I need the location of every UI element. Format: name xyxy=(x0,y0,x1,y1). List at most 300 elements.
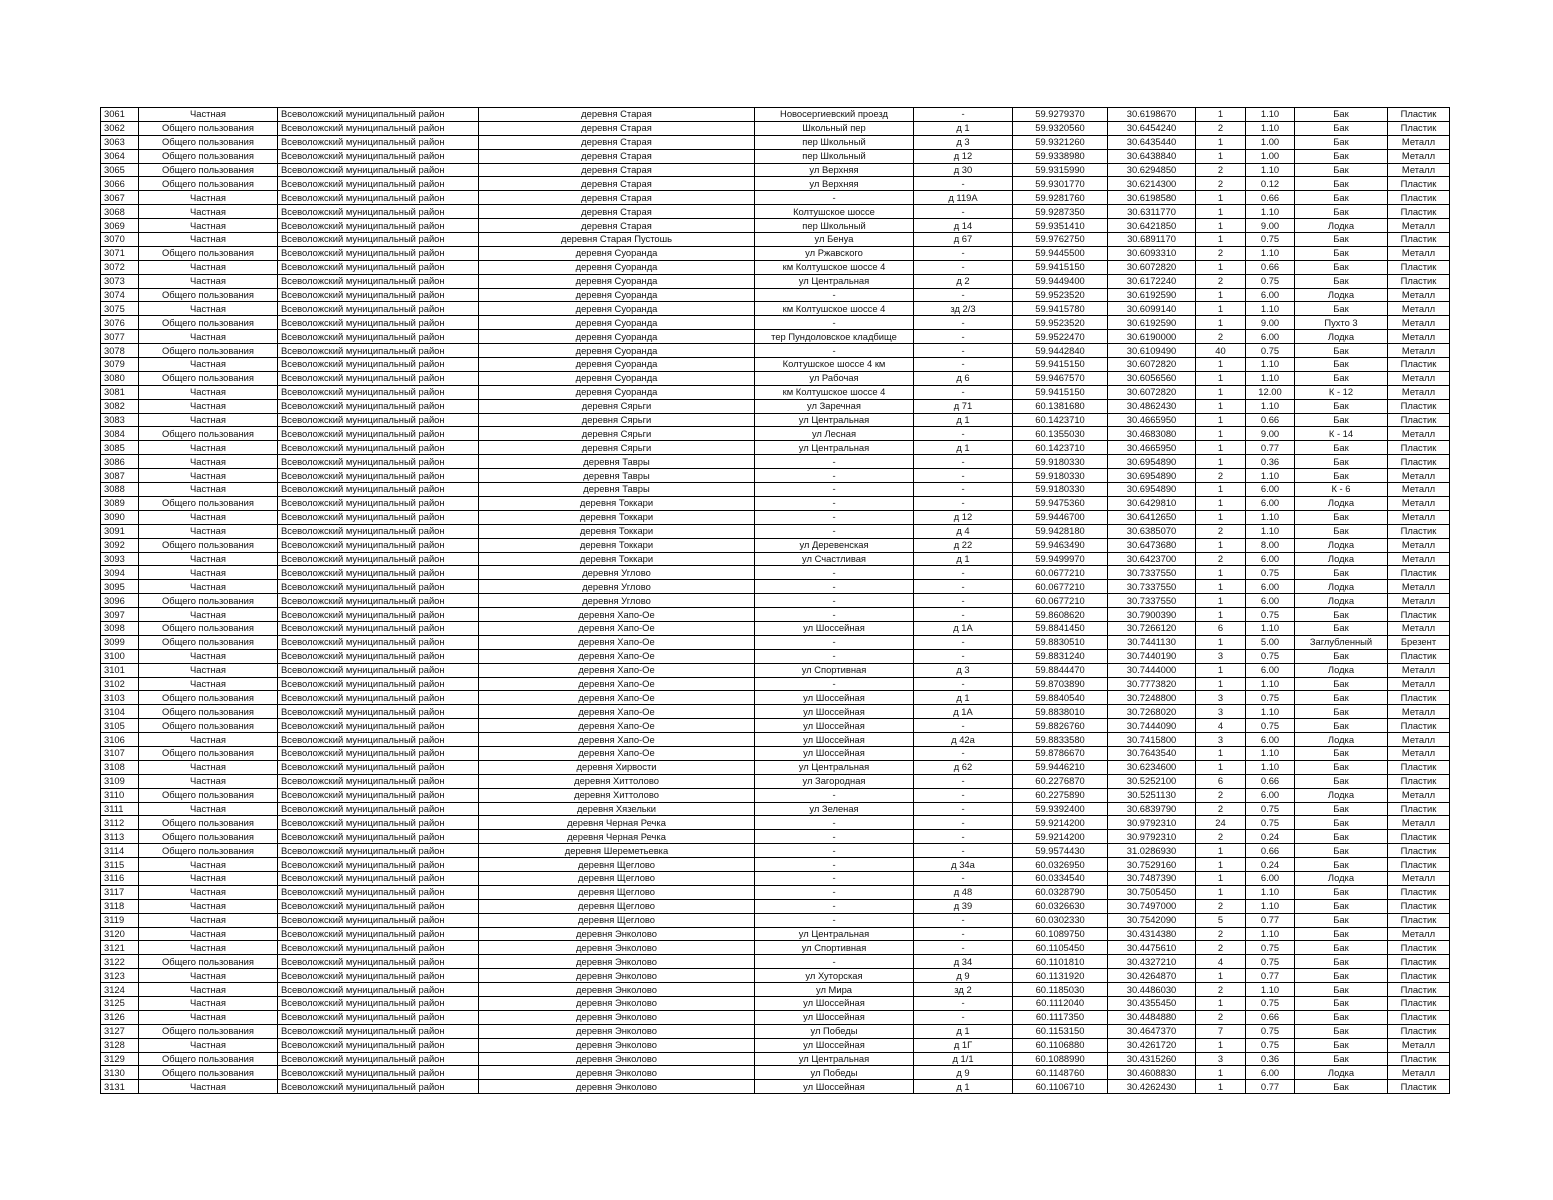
row-number-cell: 3085 xyxy=(101,441,139,455)
district-cell: Всеволожский муниципальный район xyxy=(278,330,479,344)
container-type-cell: Бак xyxy=(1295,677,1388,691)
settlement-cell: деревня Токкари xyxy=(479,552,755,566)
ownership-type-cell: Частная xyxy=(139,552,278,566)
container-type-cell: К - 12 xyxy=(1295,385,1388,399)
container-volume-cell: 1.10 xyxy=(1246,205,1295,219)
container-volume-cell: 0.75 xyxy=(1246,997,1295,1011)
house-cell: - xyxy=(914,608,1013,622)
container-count-cell: 1 xyxy=(1196,1066,1246,1080)
longitude-cell: 30.6423700 xyxy=(1108,552,1196,566)
street-cell: ул Мира xyxy=(755,983,914,997)
latitude-cell: 60.1089750 xyxy=(1013,927,1108,941)
row-number-cell: 3078 xyxy=(101,344,139,358)
longitude-cell: 30.6429810 xyxy=(1108,496,1196,510)
longitude-cell: 30.6891170 xyxy=(1108,233,1196,247)
settlement-cell: деревня Энколово xyxy=(479,1010,755,1024)
container-volume-cell: 6.00 xyxy=(1246,594,1295,608)
settlement-cell: деревня Суоранда xyxy=(479,385,755,399)
settlement-cell: деревня Старая xyxy=(479,121,755,135)
container-material-cell: Пластик xyxy=(1388,399,1450,413)
container-count-cell: 2 xyxy=(1196,830,1246,844)
longitude-cell: 30.4327210 xyxy=(1108,955,1196,969)
container-material-cell: Пластик xyxy=(1388,760,1450,774)
table-row xyxy=(101,483,1450,497)
longitude-cell: 30.4647370 xyxy=(1108,1024,1196,1038)
container-volume-cell: 0.75 xyxy=(1246,233,1295,247)
ownership-type-cell: Частная xyxy=(139,510,278,524)
container-volume-cell: 0.75 xyxy=(1246,608,1295,622)
ownership-type-cell: Частная xyxy=(139,913,278,927)
district-cell: Всеволожский муниципальный район xyxy=(278,510,479,524)
container-type-cell: Бак xyxy=(1295,760,1388,774)
latitude-cell: 59.9321260 xyxy=(1013,135,1108,149)
latitude-cell: 60.0326630 xyxy=(1013,899,1108,913)
row-number-cell: 3103 xyxy=(101,691,139,705)
district-cell: Всеволожский муниципальный район xyxy=(278,816,479,830)
ownership-type-cell: Общего пользования xyxy=(139,288,278,302)
ownership-type-cell: Частная xyxy=(139,941,278,955)
row-number-cell: 3123 xyxy=(101,969,139,983)
ownership-type-cell: Частная xyxy=(139,969,278,983)
longitude-cell: 30.7268020 xyxy=(1108,705,1196,719)
street-cell: - xyxy=(755,483,914,497)
container-volume-cell: 0.75 xyxy=(1246,1024,1295,1038)
table-row xyxy=(101,788,1450,802)
street-cell: - xyxy=(755,899,914,913)
container-count-cell: 1 xyxy=(1196,455,1246,469)
table-row xyxy=(101,538,1450,552)
district-cell: Всеволожский муниципальный район xyxy=(278,288,479,302)
ownership-type-cell: Частная xyxy=(139,455,278,469)
container-volume-cell: 1.10 xyxy=(1246,927,1295,941)
container-volume-cell: 0.66 xyxy=(1246,191,1295,205)
ownership-type-cell: Общего пользования xyxy=(139,538,278,552)
street-cell: ул Шоссейная xyxy=(755,1038,914,1052)
latitude-cell: 59.9522470 xyxy=(1013,330,1108,344)
house-cell: д 1/1 xyxy=(914,1052,1013,1066)
settlement-cell: деревня Суоранда xyxy=(479,302,755,316)
container-volume-cell: 5.00 xyxy=(1246,635,1295,649)
district-cell: Всеволожский муниципальный район xyxy=(278,871,479,885)
container-volume-cell: 1.10 xyxy=(1246,163,1295,177)
container-count-cell: 1 xyxy=(1196,510,1246,524)
row-number-cell: 3106 xyxy=(101,733,139,747)
longitude-cell: 30.7440190 xyxy=(1108,649,1196,663)
table-row xyxy=(101,608,1450,622)
longitude-cell: 30.4264870 xyxy=(1108,969,1196,983)
district-cell: Всеволожский муниципальный район xyxy=(278,941,479,955)
longitude-cell: 30.4608830 xyxy=(1108,1066,1196,1080)
latitude-cell: 59.9445500 xyxy=(1013,246,1108,260)
longitude-cell: 30.6099140 xyxy=(1108,302,1196,316)
street-cell: тер Пундоловское кладбище xyxy=(755,330,914,344)
row-number-cell: 3089 xyxy=(101,496,139,510)
district-cell: Всеволожский муниципальный район xyxy=(278,858,479,872)
container-type-cell: Бак xyxy=(1295,941,1388,955)
street-cell: - xyxy=(755,816,914,830)
container-type-cell: Бак xyxy=(1295,899,1388,913)
row-number-cell: 3128 xyxy=(101,1038,139,1052)
settlement-cell: деревня Энколово xyxy=(479,1080,755,1094)
ownership-type-cell: Общего пользования xyxy=(139,163,278,177)
longitude-cell: 30.6198670 xyxy=(1108,108,1196,122)
container-material-cell: Пластик xyxy=(1388,608,1450,622)
ownership-type-cell: Частная xyxy=(139,302,278,316)
container-volume-cell: 6.00 xyxy=(1246,663,1295,677)
container-count-cell: 2 xyxy=(1196,330,1246,344)
house-cell: - xyxy=(914,719,1013,733)
street-cell: ул Ржавского xyxy=(755,246,914,260)
container-type-cell: Бак xyxy=(1295,205,1388,219)
container-type-cell: Бак xyxy=(1295,246,1388,260)
settlement-cell: деревня Углово xyxy=(479,566,755,580)
container-type-cell: Лодка xyxy=(1295,496,1388,510)
table-row xyxy=(101,496,1450,510)
longitude-cell: 30.6192590 xyxy=(1108,316,1196,330)
longitude-cell: 30.7415800 xyxy=(1108,733,1196,747)
settlement-cell: деревня Суоранда xyxy=(479,260,755,274)
house-cell: д 1 xyxy=(914,552,1013,566)
house-cell: - xyxy=(914,927,1013,941)
settlement-cell: деревня Энколово xyxy=(479,927,755,941)
latitude-cell: 59.9214200 xyxy=(1013,816,1108,830)
longitude-cell: 30.6385070 xyxy=(1108,524,1196,538)
longitude-cell: 30.6412650 xyxy=(1108,510,1196,524)
table-row xyxy=(101,149,1450,163)
house-cell: - xyxy=(914,1010,1013,1024)
settlement-cell: деревня Шереметьевка xyxy=(479,844,755,858)
row-number-cell: 3079 xyxy=(101,358,139,372)
container-volume-cell: 0.66 xyxy=(1246,413,1295,427)
container-material-cell: Металл xyxy=(1388,552,1450,566)
container-volume-cell: 0.12 xyxy=(1246,177,1295,191)
table-row xyxy=(101,1080,1450,1094)
settlement-cell: деревня Углово xyxy=(479,594,755,608)
container-type-cell: Бак xyxy=(1295,233,1388,247)
container-material-cell: Пластик xyxy=(1388,191,1450,205)
longitude-cell: 30.7337550 xyxy=(1108,580,1196,594)
container-type-cell: Бак xyxy=(1295,371,1388,385)
latitude-cell: 59.9320560 xyxy=(1013,121,1108,135)
street-cell: км Колтушское шоссе 4 xyxy=(755,302,914,316)
ownership-type-cell: Общего пользования xyxy=(139,719,278,733)
row-number-cell: 3096 xyxy=(101,594,139,608)
table-row xyxy=(101,844,1450,858)
settlement-cell: деревня Хапо-Ое xyxy=(479,746,755,760)
table-row xyxy=(101,1024,1450,1038)
house-cell: - xyxy=(914,802,1013,816)
latitude-cell: 59.8703890 xyxy=(1013,677,1108,691)
container-material-cell: Пластик xyxy=(1388,1052,1450,1066)
longitude-cell: 30.4862430 xyxy=(1108,399,1196,413)
row-number-cell: 3069 xyxy=(101,219,139,233)
district-cell: Всеволожский муниципальный район xyxy=(278,233,479,247)
container-type-cell: Бак xyxy=(1295,719,1388,733)
district-cell: Всеволожский муниципальный район xyxy=(278,788,479,802)
district-cell: Всеволожский муниципальный район xyxy=(278,608,479,622)
district-cell: Всеволожский муниципальный район xyxy=(278,955,479,969)
district-cell: Всеволожский муниципальный район xyxy=(278,302,479,316)
container-volume-cell: 6.00 xyxy=(1246,788,1295,802)
ownership-type-cell: Частная xyxy=(139,997,278,1011)
container-volume-cell: 1.10 xyxy=(1246,524,1295,538)
longitude-cell: 30.7542090 xyxy=(1108,913,1196,927)
longitude-cell: 30.4665950 xyxy=(1108,441,1196,455)
container-count-cell: 4 xyxy=(1196,955,1246,969)
district-cell: Всеволожский муниципальный район xyxy=(278,1066,479,1080)
longitude-cell: 30.6311770 xyxy=(1108,205,1196,219)
longitude-cell: 30.6192590 xyxy=(1108,288,1196,302)
settlement-cell: деревня Сярьги xyxy=(479,399,755,413)
row-number-cell: 3061 xyxy=(101,108,139,122)
container-count-cell: 2 xyxy=(1196,899,1246,913)
settlement-cell: деревня Энколово xyxy=(479,955,755,969)
district-cell: Всеволожский муниципальный район xyxy=(278,219,479,233)
settlement-cell: деревня Щеглово xyxy=(479,899,755,913)
table-row xyxy=(101,135,1450,149)
street-cell: пер Школьный xyxy=(755,219,914,233)
table-row xyxy=(101,177,1450,191)
street-cell: - xyxy=(755,496,914,510)
container-count-cell: 3 xyxy=(1196,1052,1246,1066)
table-row xyxy=(101,371,1450,385)
container-type-cell: Бак xyxy=(1295,469,1388,483)
district-cell: Всеволожский муниципальный район xyxy=(278,538,479,552)
container-material-cell: Металл xyxy=(1388,788,1450,802)
container-volume-cell: 9.00 xyxy=(1246,219,1295,233)
container-type-cell: Бак xyxy=(1295,1052,1388,1066)
district-cell: Всеволожский муниципальный район xyxy=(278,469,479,483)
container-volume-cell: 6.00 xyxy=(1246,552,1295,566)
table-row xyxy=(101,802,1450,816)
container-type-cell: Бак xyxy=(1295,108,1388,122)
street-cell: - xyxy=(755,594,914,608)
container-type-cell: Бак xyxy=(1295,260,1388,274)
container-count-cell: 2 xyxy=(1196,163,1246,177)
street-cell: - xyxy=(755,649,914,663)
container-material-cell: Пластик xyxy=(1388,274,1450,288)
latitude-cell: 60.1423710 xyxy=(1013,413,1108,427)
container-material-cell: Металл xyxy=(1388,163,1450,177)
settlement-cell: деревня Хапо-Ое xyxy=(479,719,755,733)
ownership-type-cell: Общего пользования xyxy=(139,621,278,635)
longitude-cell: 30.9792310 xyxy=(1108,830,1196,844)
container-material-cell: Пластик xyxy=(1388,205,1450,219)
table-row xyxy=(101,621,1450,635)
container-count-cell: 2 xyxy=(1196,121,1246,135)
latitude-cell: 60.1106710 xyxy=(1013,1080,1108,1094)
ownership-type-cell: Общего пользования xyxy=(139,135,278,149)
container-count-cell: 3 xyxy=(1196,691,1246,705)
container-count-cell: 2 xyxy=(1196,927,1246,941)
house-cell: д 30 xyxy=(914,163,1013,177)
row-number-cell: 3064 xyxy=(101,149,139,163)
street-cell: ул Лесная xyxy=(755,427,914,441)
ownership-type-cell: Частная xyxy=(139,191,278,205)
table-row xyxy=(101,274,1450,288)
settlement-cell: деревня Токкари xyxy=(479,510,755,524)
house-cell: - xyxy=(914,483,1013,497)
settlement-cell: деревня Углово xyxy=(479,580,755,594)
row-number-cell: 3084 xyxy=(101,427,139,441)
latitude-cell: 59.9574430 xyxy=(1013,844,1108,858)
container-type-cell: Лодка xyxy=(1295,663,1388,677)
latitude-cell: 60.1185030 xyxy=(1013,983,1108,997)
ownership-type-cell: Общего пользования xyxy=(139,746,278,760)
container-count-cell: 1 xyxy=(1196,566,1246,580)
container-volume-cell: 6.00 xyxy=(1246,288,1295,302)
container-volume-cell: 0.77 xyxy=(1246,441,1295,455)
table-row xyxy=(101,816,1450,830)
house-cell: - xyxy=(914,635,1013,649)
district-cell: Всеволожский муниципальный район xyxy=(278,1038,479,1052)
container-count-cell: 1 xyxy=(1196,1038,1246,1052)
settlement-cell: деревня Хапо-Ое xyxy=(479,649,755,663)
latitude-cell: 59.9180330 xyxy=(1013,483,1108,497)
ownership-type-cell: Общего пользования xyxy=(139,149,278,163)
row-number-cell: 3071 xyxy=(101,246,139,260)
container-count-cell: 1 xyxy=(1196,135,1246,149)
container-type-cell: Бак xyxy=(1295,983,1388,997)
settlement-cell: деревня Суоранда xyxy=(479,246,755,260)
house-cell: - xyxy=(914,941,1013,955)
ownership-type-cell: Частная xyxy=(139,1010,278,1024)
latitude-cell: 59.9415780 xyxy=(1013,302,1108,316)
container-type-cell: Лодка xyxy=(1295,552,1388,566)
row-number-cell: 3075 xyxy=(101,302,139,316)
latitude-cell: 59.9351410 xyxy=(1013,219,1108,233)
container-type-cell: Лодка xyxy=(1295,219,1388,233)
container-type-cell: Заглубленный xyxy=(1295,635,1388,649)
street-cell: ул Бенуа xyxy=(755,233,914,247)
settlement-cell: деревня Хапо-Ое xyxy=(479,705,755,719)
container-volume-cell: 1.10 xyxy=(1246,760,1295,774)
table-body xyxy=(101,108,1450,1094)
container-type-cell: Бак xyxy=(1295,816,1388,830)
table-row xyxy=(101,344,1450,358)
container-count-cell: 2 xyxy=(1196,274,1246,288)
settlement-cell: деревня Хиттолово xyxy=(479,774,755,788)
settlement-cell: деревня Старая xyxy=(479,191,755,205)
table-row xyxy=(101,663,1450,677)
street-cell: Колтушское шоссе xyxy=(755,205,914,219)
container-material-cell: Металл xyxy=(1388,538,1450,552)
latitude-cell: 60.1106880 xyxy=(1013,1038,1108,1052)
row-number-cell: 3126 xyxy=(101,1010,139,1024)
container-count-cell: 1 xyxy=(1196,399,1246,413)
container-material-cell: Металл xyxy=(1388,427,1450,441)
table-row xyxy=(101,330,1450,344)
table-row xyxy=(101,705,1450,719)
house-cell: д 2 xyxy=(914,274,1013,288)
district-cell: Всеволожский муниципальный район xyxy=(278,344,479,358)
container-count-cell: 2 xyxy=(1196,941,1246,955)
house-cell: - xyxy=(914,594,1013,608)
house-cell: - xyxy=(914,871,1013,885)
latitude-cell: 60.0302330 xyxy=(1013,913,1108,927)
container-type-cell: Бак xyxy=(1295,844,1388,858)
longitude-cell: 30.7444090 xyxy=(1108,719,1196,733)
latitude-cell: 59.9446210 xyxy=(1013,760,1108,774)
container-material-cell: Пластик xyxy=(1388,358,1450,372)
container-type-cell: Бак xyxy=(1295,399,1388,413)
longitude-cell: 30.7529160 xyxy=(1108,858,1196,872)
container-type-cell: Бак xyxy=(1295,927,1388,941)
container-count-cell: 1 xyxy=(1196,677,1246,691)
ownership-type-cell: Общего пользования xyxy=(139,955,278,969)
ownership-type-cell: Частная xyxy=(139,260,278,274)
table-row xyxy=(101,205,1450,219)
district-cell: Всеволожский муниципальный район xyxy=(278,746,479,760)
settlement-cell: деревня Суоранда xyxy=(479,288,755,302)
container-material-cell: Пластик xyxy=(1388,524,1450,538)
row-number-cell: 3098 xyxy=(101,621,139,635)
container-count-cell: 1 xyxy=(1196,371,1246,385)
latitude-cell: 59.8608620 xyxy=(1013,608,1108,622)
container-volume-cell: 0.24 xyxy=(1246,830,1295,844)
container-count-cell: 1 xyxy=(1196,1080,1246,1094)
district-cell: Всеволожский муниципальный район xyxy=(278,191,479,205)
container-volume-cell: 1.10 xyxy=(1246,469,1295,483)
table-row xyxy=(101,233,1450,247)
house-cell: д 67 xyxy=(914,233,1013,247)
table-row xyxy=(101,719,1450,733)
house-cell: - xyxy=(914,844,1013,858)
table-row xyxy=(101,566,1450,580)
row-number-cell: 3063 xyxy=(101,135,139,149)
container-type-cell: Бак xyxy=(1295,524,1388,538)
latitude-cell: 59.9214200 xyxy=(1013,830,1108,844)
district-cell: Всеволожский муниципальный район xyxy=(278,760,479,774)
street-cell: км Колтушское шоссе 4 xyxy=(755,385,914,399)
settlement-cell: деревня Старая xyxy=(479,205,755,219)
row-number-cell: 3088 xyxy=(101,483,139,497)
container-type-cell: Бак xyxy=(1295,177,1388,191)
container-volume-cell: 1.10 xyxy=(1246,399,1295,413)
ownership-type-cell: Общего пользования xyxy=(139,594,278,608)
row-number-cell: 3119 xyxy=(101,913,139,927)
table-row xyxy=(101,997,1450,1011)
container-count-cell: 1 xyxy=(1196,538,1246,552)
longitude-cell: 30.6438840 xyxy=(1108,149,1196,163)
table-row xyxy=(101,121,1450,135)
ownership-type-cell: Частная xyxy=(139,413,278,427)
table-row xyxy=(101,760,1450,774)
settlement-cell: деревня Энколово xyxy=(479,1038,755,1052)
street-cell: - xyxy=(755,608,914,622)
container-type-cell: Бак xyxy=(1295,621,1388,635)
longitude-cell: 30.6109490 xyxy=(1108,344,1196,358)
container-count-cell: 1 xyxy=(1196,483,1246,497)
longitude-cell: 30.6214300 xyxy=(1108,177,1196,191)
settlement-cell: деревня Суоранда xyxy=(479,316,755,330)
container-volume-cell: 0.77 xyxy=(1246,969,1295,983)
settlement-cell: деревня Токкари xyxy=(479,538,755,552)
district-cell: Всеволожский муниципальный район xyxy=(278,677,479,691)
container-type-cell: Бак xyxy=(1295,969,1388,983)
container-type-cell: Бак xyxy=(1295,358,1388,372)
longitude-cell: 30.6421850 xyxy=(1108,219,1196,233)
settlement-cell: деревня Суоранда xyxy=(479,330,755,344)
container-material-cell: Пластик xyxy=(1388,830,1450,844)
ownership-type-cell: Общего пользования xyxy=(139,830,278,844)
table-row xyxy=(101,108,1450,122)
ownership-type-cell: Частная xyxy=(139,566,278,580)
container-count-cell: 2 xyxy=(1196,788,1246,802)
container-volume-cell: 0.36 xyxy=(1246,455,1295,469)
container-material-cell: Пластик xyxy=(1388,1080,1450,1094)
container-type-cell: Бак xyxy=(1295,163,1388,177)
